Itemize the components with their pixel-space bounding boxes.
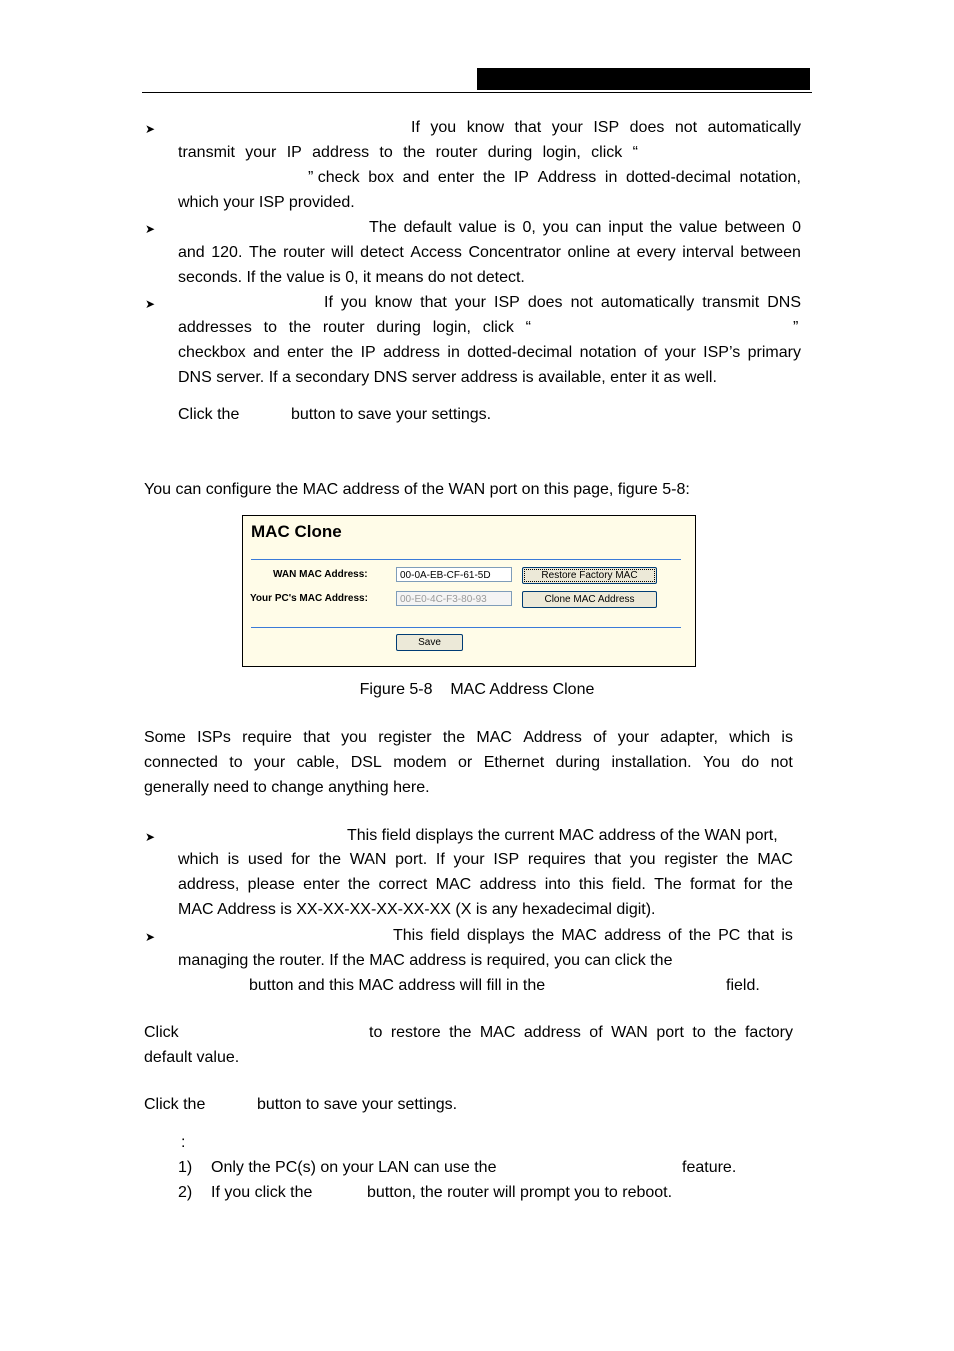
word: the (288, 319, 312, 336)
word: your (454, 294, 486, 311)
word: “ (632, 144, 638, 161)
b1-line1 (411, 118, 801, 138)
word: click (591, 144, 623, 161)
word: for (743, 876, 763, 893)
word: at (616, 244, 631, 261)
b4-line3 (178, 875, 793, 895)
b3-line4: DNS server. If a secondary DNS server address is available, enter it as well. (178, 369, 717, 386)
word: default (403, 219, 452, 236)
wan-mac-input[interactable]: 00-0A-EB-CF-61-5D (396, 567, 512, 582)
word: transmit (178, 144, 235, 161)
word: box (368, 169, 394, 186)
word: IP (286, 144, 302, 161)
word: address (383, 344, 441, 361)
note1-number: 1) (178, 1159, 193, 1176)
word: If (435, 851, 445, 868)
word: you (629, 851, 656, 868)
word: Concentrator (468, 244, 561, 261)
word: router (283, 244, 325, 261)
word: of (593, 729, 607, 746)
note2-number: 2) (178, 1184, 193, 1201)
word: the (714, 1024, 737, 1041)
word: IP (513, 169, 529, 186)
b5-line2: managing the router. If the MAC address is required, you can click the (178, 952, 673, 969)
word: “ (525, 319, 531, 336)
word: or (458, 754, 473, 771)
restore-click: Click (144, 1024, 179, 1041)
word: MAC (561, 927, 597, 944)
word: correct (378, 876, 428, 893)
word: that (420, 294, 447, 311)
word: in (604, 169, 618, 186)
word: input (608, 219, 644, 236)
word: restore (390, 1024, 441, 1041)
b2-line3: seconds. If the value is 0, it means do not detect. (178, 269, 525, 286)
word: your (245, 144, 277, 161)
b1-line3 (308, 168, 801, 188)
b1-line2 (178, 143, 638, 163)
word: every (636, 244, 676, 261)
bullet-arrow: ➤ (145, 830, 156, 844)
restore-factory-mac-button[interactable]: Restore Factory MAC (522, 567, 657, 584)
word: notation (579, 344, 637, 361)
note-colon: : (181, 1134, 186, 1151)
word: login, (542, 144, 581, 161)
word: ISPs (197, 729, 231, 746)
word: DNS (767, 294, 801, 311)
word: register (664, 851, 718, 868)
word: the (726, 851, 749, 868)
word: which (178, 851, 219, 868)
word: WAN (349, 851, 387, 868)
word: The (654, 876, 682, 893)
note1-text-b: feature. (682, 1159, 737, 1176)
word: displays (466, 927, 525, 944)
word: Some (144, 729, 186, 746)
word: in (447, 344, 460, 361)
word: primary (747, 344, 801, 361)
word: interval (682, 244, 734, 261)
figure-title: MAC Clone (251, 522, 342, 541)
word: value (679, 219, 718, 236)
para1-line2 (144, 753, 793, 773)
word: requires (527, 851, 586, 868)
word: router (322, 319, 365, 336)
word: to (369, 1024, 383, 1041)
word: notation, (739, 169, 801, 186)
word: checkbox (178, 344, 246, 361)
word: ISP’s (703, 344, 741, 361)
b3-line2-quote: ” (793, 319, 799, 336)
word: you (542, 219, 569, 236)
word: You (702, 754, 730, 771)
word: not (674, 119, 698, 136)
word: address, (178, 876, 240, 893)
word: can (575, 219, 602, 236)
word: not (570, 294, 593, 311)
word: enter (287, 344, 324, 361)
word: automatically (707, 119, 801, 136)
bullet-arrow: ➤ (145, 222, 156, 236)
word: address (479, 876, 537, 893)
word: the (482, 169, 506, 186)
word: this (578, 876, 604, 893)
bullet-arrow: ➤ (145, 297, 156, 311)
word: you (340, 294, 367, 311)
word: format (689, 876, 736, 893)
b3-line3 (178, 343, 801, 363)
save2-text-a: Click the (144, 1096, 206, 1113)
b5-line1 (393, 926, 793, 946)
word: MAC (757, 851, 793, 868)
word: dotted-decimal (467, 344, 573, 361)
word: is (781, 927, 793, 944)
word: WAN (611, 1024, 648, 1041)
word: enter (437, 169, 475, 186)
word: If (324, 294, 333, 311)
word: the (330, 344, 354, 361)
word: cable, (296, 754, 340, 771)
word: during (555, 754, 601, 771)
b5-line3a: button and this MAC address will fill in the (249, 977, 546, 994)
word: port (656, 1024, 684, 1041)
bullet-arrow: ➤ (145, 122, 156, 136)
word: do (741, 754, 760, 771)
word: that (303, 729, 330, 746)
word: require (242, 729, 292, 746)
word: please (247, 876, 295, 893)
word: your (254, 754, 286, 771)
word: the (347, 876, 371, 893)
word: to (263, 319, 277, 336)
word: router (435, 144, 478, 161)
word: of (668, 927, 682, 944)
note2-text-a: If you click the (211, 1184, 313, 1201)
b2-line2 (178, 243, 801, 263)
word: that (514, 119, 542, 136)
word: used (247, 851, 283, 868)
header-bar (477, 68, 810, 90)
b2-line1 (369, 218, 801, 238)
para1-line3: generally need to change anything here. (144, 779, 430, 796)
word: The (248, 244, 277, 261)
word: address (604, 927, 661, 944)
word: you (341, 729, 367, 746)
word: addresses (178, 319, 252, 336)
b4-line2 (178, 850, 793, 870)
word: between (724, 219, 786, 236)
word: automatically (600, 294, 695, 311)
b3-line1 (324, 293, 801, 313)
word: 0 (792, 219, 801, 236)
word: If (411, 119, 420, 136)
word: the (531, 927, 555, 944)
b4-line1: This field displays the current MAC address of the WAN port, (347, 827, 778, 844)
word: port. (395, 851, 428, 868)
clone-mac-address-button[interactable]: Clone MAC Address (522, 591, 657, 608)
word: connected (144, 754, 218, 771)
word: enter (303, 876, 340, 893)
word: and (252, 344, 280, 361)
word: 0, (522, 219, 536, 236)
save-text-a: Click the (178, 406, 240, 423)
word: is (227, 851, 240, 868)
word: for (291, 851, 310, 868)
word: is (781, 729, 793, 746)
word: PC (718, 927, 741, 944)
word: you (430, 119, 457, 136)
word: Access (410, 244, 462, 261)
word: The (369, 219, 397, 236)
word: the (688, 927, 711, 944)
word: field (430, 927, 460, 944)
note2-text-b: button, the router will prompt you to reboot. (367, 1184, 673, 1201)
word: installation. (611, 754, 692, 771)
word: of (589, 1024, 603, 1041)
word: ISP (494, 294, 520, 311)
word: your (453, 851, 485, 868)
word: into (544, 876, 571, 893)
word: ISP (593, 119, 620, 136)
word: register (378, 729, 432, 746)
intro-text: You can configure the MAC address of the WAN port on this page, figure 5-8: (144, 481, 690, 498)
header-rule (142, 92, 812, 93)
word: ISP (493, 851, 520, 868)
word: dotted-decimal (625, 169, 731, 186)
word: address (523, 1024, 581, 1041)
word: MAC (476, 729, 512, 746)
word: between (740, 244, 801, 261)
word: and (402, 169, 430, 186)
word: adapter, (660, 729, 718, 746)
word: that (594, 851, 622, 868)
word: IP (360, 344, 376, 361)
word: address (312, 144, 370, 161)
word: the (449, 1024, 472, 1041)
b4-line4: MAC Address is XX-XX-XX-XX-XX-XX (X is any hexadecimal digit). (178, 901, 656, 918)
word: your (664, 344, 696, 361)
word: your (617, 729, 649, 746)
word: online (567, 244, 611, 261)
word: not (770, 754, 793, 771)
b1-line4: which your ISP provided. (178, 194, 355, 211)
word: your (551, 119, 583, 136)
word: modem (393, 754, 447, 771)
b5-line3b: field. (726, 977, 760, 994)
word: value (458, 219, 497, 236)
word: is (503, 219, 516, 236)
word: click (482, 319, 514, 336)
word: to (229, 754, 243, 771)
word: the (770, 876, 793, 893)
word: detect (360, 244, 404, 261)
note1-text-a: Only the PC(s) on your LAN can use the (211, 1159, 497, 1176)
word: during (487, 144, 533, 161)
word: the (318, 851, 341, 868)
word: Address (537, 169, 597, 186)
word: know (374, 294, 413, 311)
word: which (729, 729, 771, 746)
pc-mac-label: Your PC's MAC Address: (250, 593, 368, 604)
word: to (692, 1024, 706, 1041)
word: that (747, 927, 775, 944)
word: to (379, 144, 393, 161)
word: during (376, 319, 421, 336)
word: Ethernet (483, 754, 545, 771)
para1-line1 (144, 728, 793, 748)
wan-mac-label: WAN MAC Address: (273, 569, 368, 580)
save2-text-b: button to save your settings. (257, 1096, 458, 1113)
save-button[interactable]: Save (396, 634, 463, 651)
word: the (442, 729, 466, 746)
word: does (629, 119, 665, 136)
word: Address (523, 729, 582, 746)
figure-divider-bottom (251, 627, 681, 628)
word: does (527, 294, 563, 311)
figure-divider-top (251, 559, 681, 560)
mac-clone-figure (242, 515, 696, 667)
bullet-arrow: ➤ (145, 930, 156, 944)
restore-line1 (369, 1023, 793, 1043)
word: and (178, 244, 205, 261)
word: ” check (308, 169, 360, 186)
word: DSL (350, 754, 382, 771)
word: of (643, 344, 658, 361)
word: login, (432, 319, 471, 336)
b3-line2 (178, 318, 531, 338)
word: This (393, 927, 424, 944)
word: MAC (435, 876, 472, 893)
word: factory (744, 1024, 793, 1041)
word: 120. (211, 244, 243, 261)
word: know (466, 119, 505, 136)
save-text-b: button to save your settings. (291, 406, 492, 423)
word: field. (612, 876, 646, 893)
word: the (403, 144, 426, 161)
pc-mac-input: 00-E0-4C-F3-80-93 (396, 591, 512, 606)
restore-line2: default value. (144, 1049, 240, 1066)
word: will (331, 244, 354, 261)
word: the (650, 219, 673, 236)
word: transmit (702, 294, 760, 311)
word: MAC (479, 1024, 516, 1041)
figure-caption: Figure 5-8 MAC Address Clone (359, 681, 595, 698)
